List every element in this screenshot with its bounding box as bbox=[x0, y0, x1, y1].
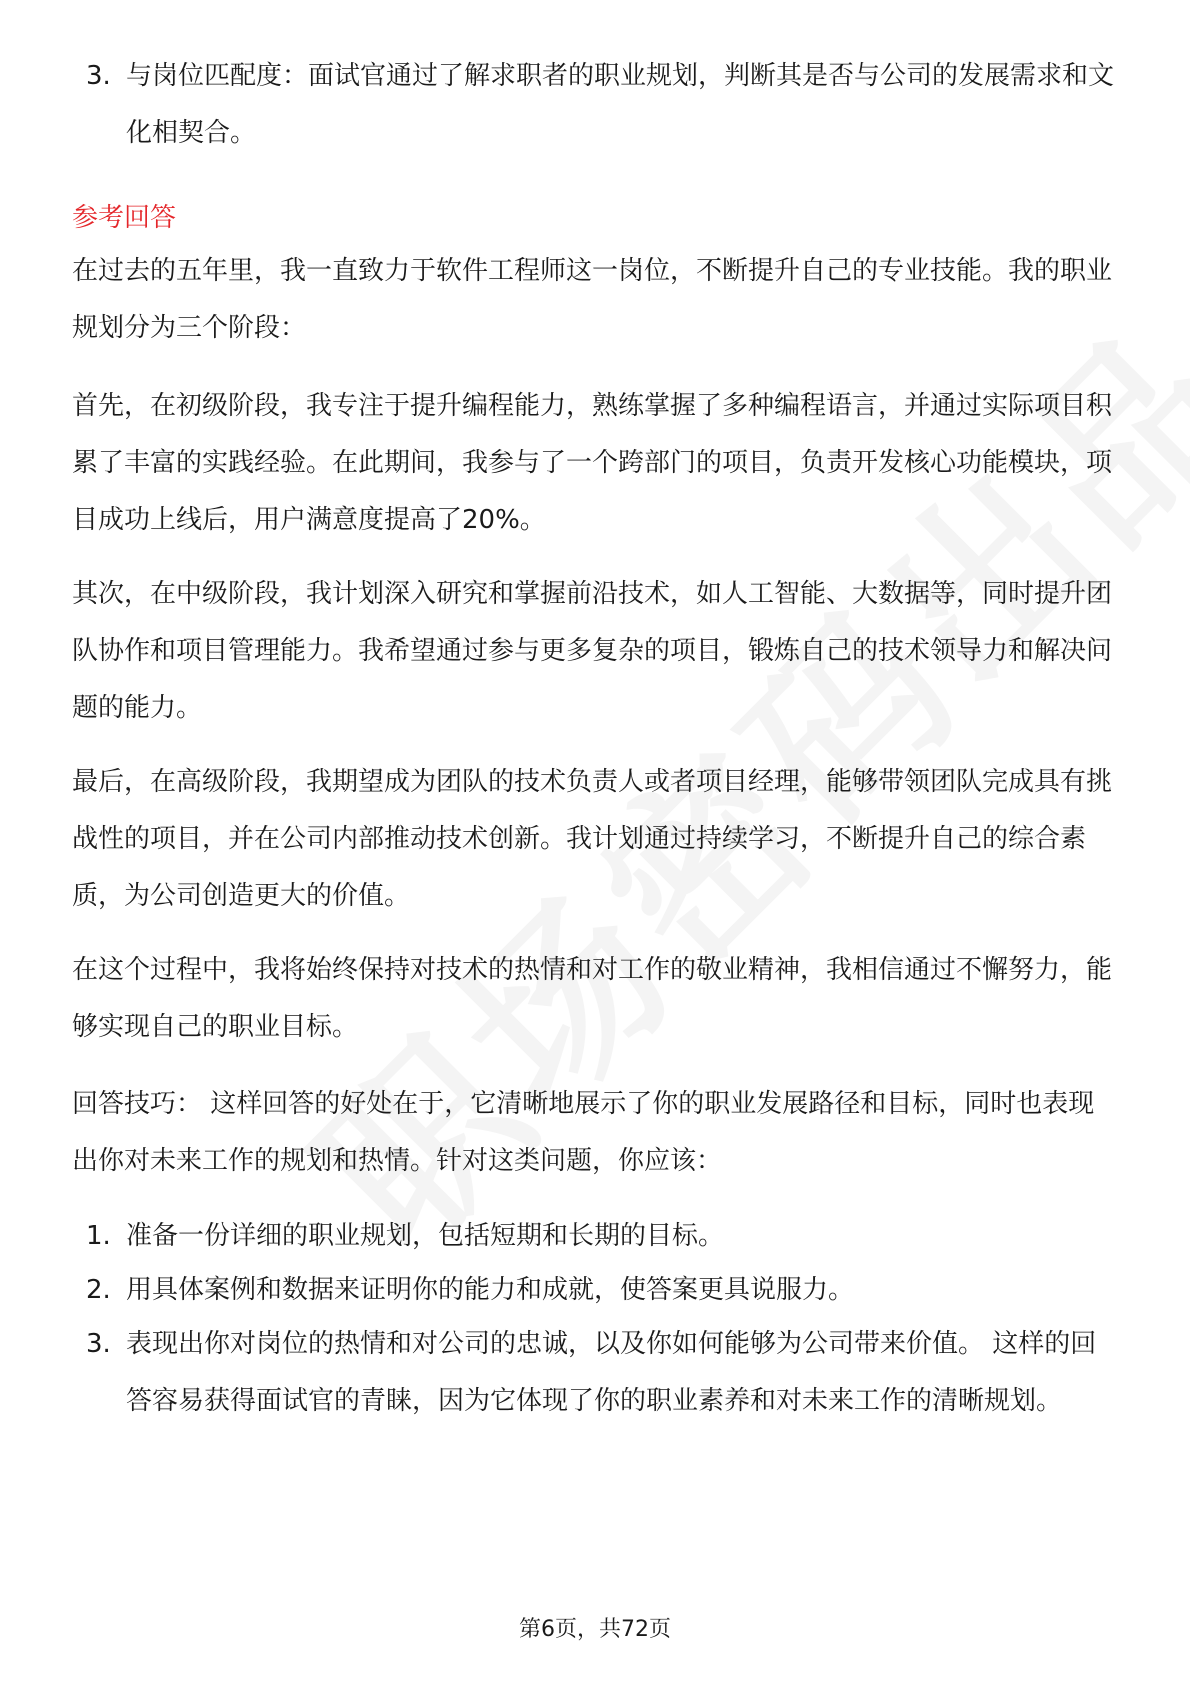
list-item-text: 与岗位匹配度：面试官通过了解求职者的职业规划，判断其是否与公司的发展需求和文化相契合。 bbox=[126, 61, 1115, 148]
paragraph-mid-stage: 其次，在中级阶段，我计划深入研究和掌握前沿技术，如人工智能、大数据等，同时提升团队协作和项目管理能力。我希望通过参与更多复杂的项目，锻炼自己的技术领导力和解决问题的能力。 bbox=[72, 579, 1113, 723]
list-item-text: 表现出你对岗位的热情和对公司的忠诚，以及你如何能够为公司带来价值。 这样的回答容易获得面试官的青睐，因为它体现了你的职业素养和对未来工作的清晰规划。 bbox=[126, 1329, 1097, 1416]
tips-list-item bbox=[72, 1316, 1118, 1430]
section-heading-reference-answer: 参考回答 bbox=[72, 203, 177, 233]
list-item-number: 3. bbox=[86, 1329, 111, 1359]
paragraph-intro: 在过去的五年里，我一直致力于软件工程师这一岗位，不断提升自己的专业技能。我的职业规划分为三个阶段： bbox=[72, 256, 1113, 343]
paragraph-answer-tips: 回答技巧： 这样回答的好处在于，它清晰地展示了你的职业发展路径和目标，同时也表现出你对未来工作的规划和热情。针对这类问题，你应该： bbox=[72, 1089, 1095, 1176]
paragraph-junior-stage: 首先，在初级阶段，我专注于提升编程能力，熟练掌握了多种编程语言，并通过实际项目积累了丰富的实践经验。在此期间，我参与了一个跨部门的项目，负责开发核心功能模块，项目成功上线后，用户满意度提高了20%。 bbox=[72, 391, 1113, 535]
list-item-text: 用具体案例和数据来证明你的能力和成就，使答案更具说服力。 bbox=[126, 1275, 855, 1305]
list-item-suitability bbox=[72, 48, 1118, 162]
list-item-text: 准备一份详细的职业规划，包括短期和长期的目标。 bbox=[126, 1221, 725, 1251]
list-item-number: 1. bbox=[86, 1221, 111, 1251]
paragraph-summary: 在这个过程中，我将始终保持对技术的热情和对工作的敬业精神，我相信通过不懈努力，能够实现自己的职业目标。 bbox=[72, 955, 1113, 1042]
tips-list-item bbox=[72, 1262, 1118, 1319]
list-item-number: 2. bbox=[86, 1275, 111, 1305]
page-number-footer: 第6页，共72页 bbox=[519, 1617, 671, 1642]
paragraph-senior-stage: 最后，在高级阶段，我期望成为团队的技术负责人或者项目经理，能够带领团队完成具有挑战性的项目，并在公司内部推动技术创新。我计划通过持续学习，不断提升自己的综合素质，为公司创造更大的价值。 bbox=[72, 767, 1113, 911]
tips-list-item bbox=[72, 1208, 1118, 1265]
list-item-number: 3. bbox=[86, 61, 111, 91]
